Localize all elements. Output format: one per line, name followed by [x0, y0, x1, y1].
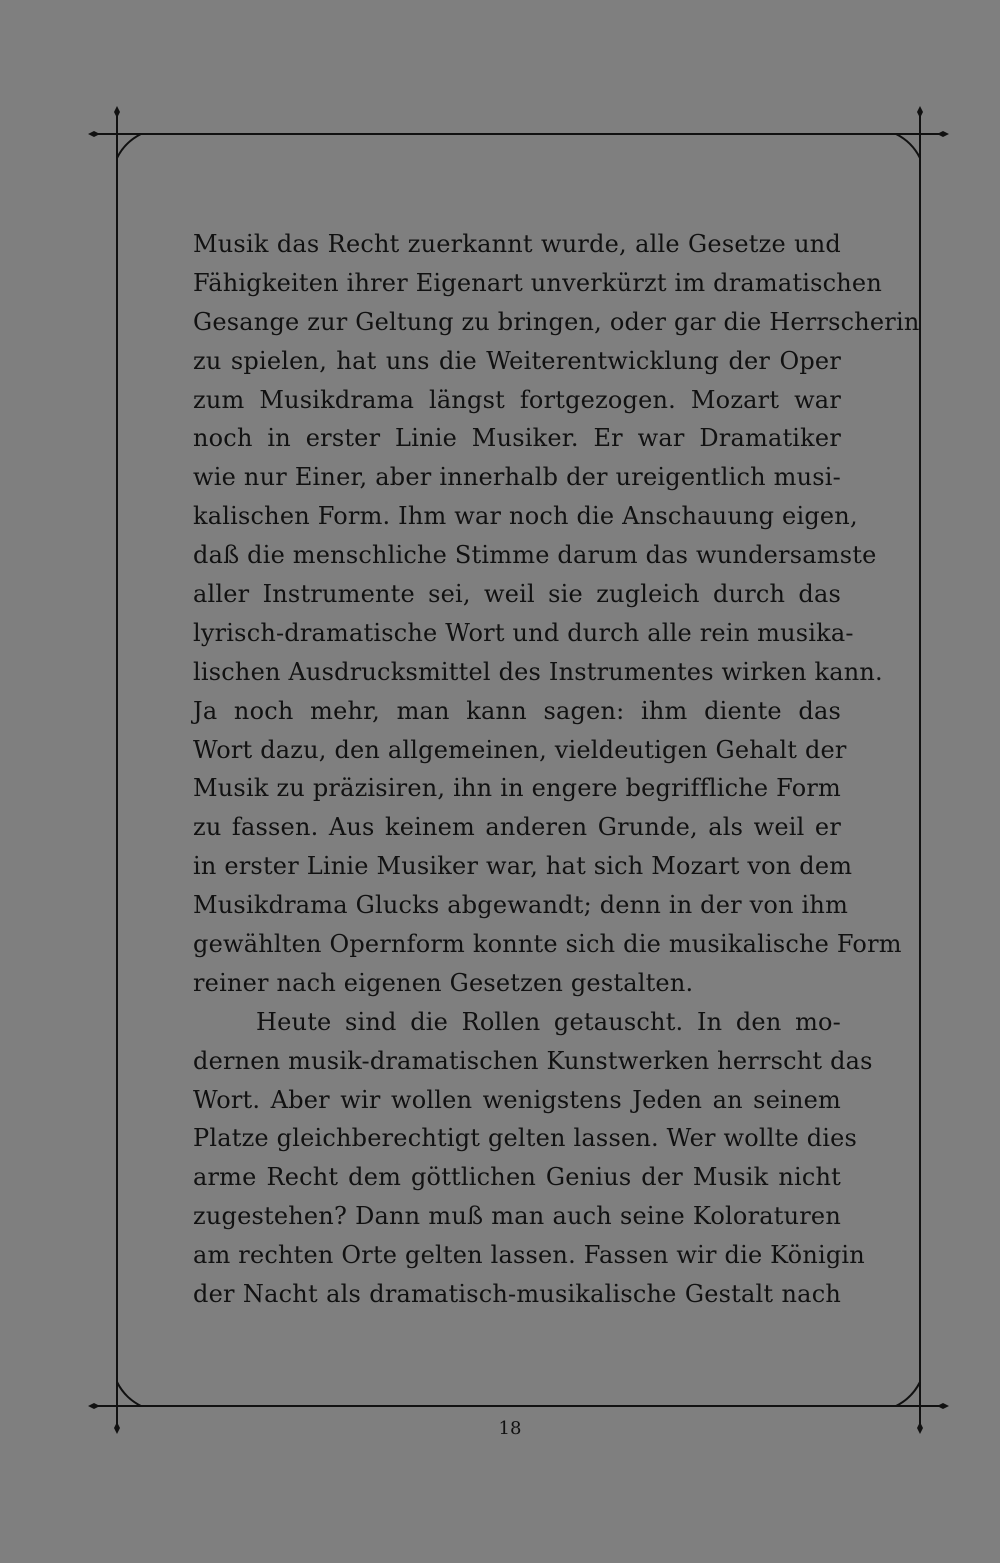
text-line: Heute sind die Rollen getauscht. In den mo- [256, 1007, 841, 1036]
text-line: Platze gleichberechtigt gelten lassen. Wer wollte dies [193, 1124, 858, 1153]
text-line: am rechten Orte gelten lassen. Fassen wir die Königin [193, 1241, 865, 1270]
text-line: der Nacht als dramatisch-musikalische Gestalt nach [193, 1280, 841, 1309]
text-line: lyrisch-dramatische Wort und durch alle rein musika- [193, 618, 854, 647]
text-line: gewählten Opernform konnte sich die musikalische Form [193, 930, 902, 959]
text-line: arme Recht dem göttlichen Genius der Musik nicht [193, 1163, 841, 1192]
text-line: dernen musik-dramatischen Kunstwerken herrscht das [193, 1046, 873, 1075]
text-line: Ja noch mehr, man kann sagen: ihm diente das [193, 696, 841, 725]
text-line: wie nur Einer, aber innerhalb der ureigentlich musi- [193, 463, 841, 492]
text-line: aller Instrumente sei, weil sie zugleich durch das [193, 580, 841, 609]
text-line: kalischen Form. Ihm war noch die Anschauung eigen, [193, 502, 858, 531]
text-line: in erster Linie Musiker war, hat sich Mozart von dem [193, 852, 853, 881]
text-line: Fähigkeiten ihrer Eigenart unverkürzt im dramatischen [193, 268, 882, 297]
text-line: reiner nach eigenen Gesetzen gestalten. [193, 968, 694, 997]
text-line: Gesange zur Geltung zu bringen, oder gar die Herrscherin [193, 307, 920, 336]
text-line: zu spielen, hat uns die Weiterentwicklung der Oper [193, 346, 841, 375]
text-line: zugestehen? Dann muß man auch seine Koloraturen [193, 1202, 841, 1231]
text-line: Musik zu präzisiren, ihn in engere begriffliche Form [193, 774, 841, 803]
text-line: zum Musikdrama längst fortgezogen. Mozart war [193, 385, 841, 414]
page-number: 18 [498, 1418, 522, 1439]
text-line: Wort dazu, den allgemeinen, vieldeutigen Gehalt der [193, 735, 847, 764]
body-text [193, 225, 920, 1314]
text-line: lischen Ausdrucksmittel des Instrumentes wirken kann. [193, 657, 883, 686]
text-line: zu fassen. Aus keinem anderen Grunde, als weil er [193, 813, 841, 842]
text-line: daß die menschliche Stimme darum das wundersamste [193, 541, 877, 570]
text-line: Musik das Recht zuerkannt wurde, alle Gesetze und [193, 230, 841, 258]
text-line: noch in erster Linie Musiker. Er war Dramatiker [193, 424, 841, 453]
text-line: Musikdrama Glucks abgewandt; denn in der von ihm [193, 891, 849, 920]
text-line: Wort. Aber wir wollen wenigstens Jeden an seinem [193, 1085, 841, 1114]
